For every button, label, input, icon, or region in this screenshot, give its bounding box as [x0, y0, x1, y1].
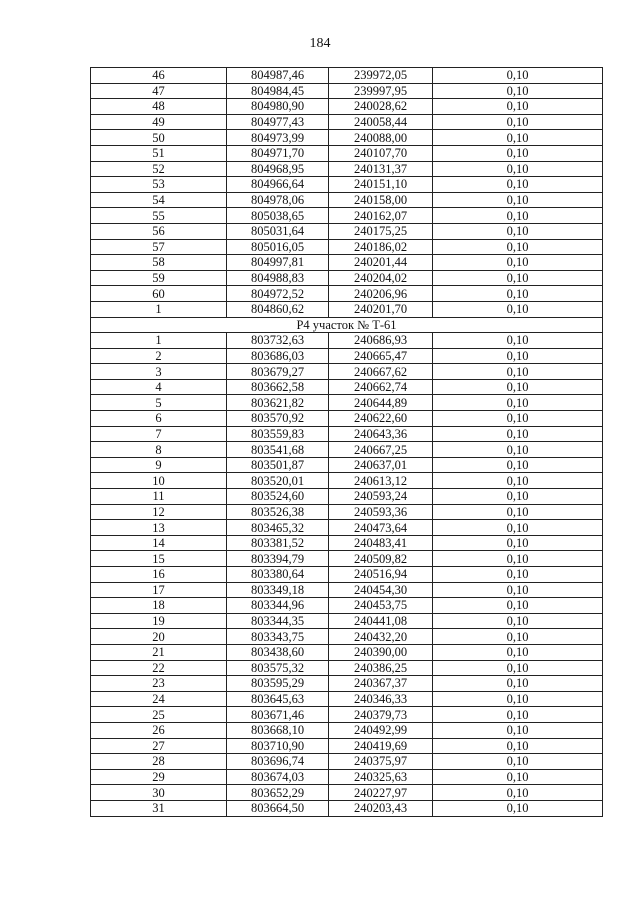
y-coordinate-cell: 240419,69 — [329, 738, 433, 754]
y-coordinate-cell: 239972,05 — [329, 68, 433, 84]
accuracy-cell: 0,10 — [433, 504, 603, 520]
y-coordinate-cell: 240667,25 — [329, 442, 433, 458]
x-coordinate-cell: 803344,35 — [227, 613, 329, 629]
y-coordinate-cell: 240028,62 — [329, 99, 433, 115]
x-coordinate-cell: 805031,64 — [227, 223, 329, 239]
point-number-cell: 29 — [91, 769, 227, 785]
accuracy-cell: 0,10 — [433, 473, 603, 489]
y-coordinate-cell: 240432,20 — [329, 629, 433, 645]
y-coordinate-cell: 240186,02 — [329, 239, 433, 255]
table-row — [91, 333, 603, 349]
section-header — [91, 317, 603, 333]
point-number-cell: 14 — [91, 535, 227, 551]
point-number-cell: 31 — [91, 800, 227, 816]
table-row — [91, 255, 603, 271]
table-row — [91, 442, 603, 458]
accuracy-cell: 0,10 — [433, 286, 603, 302]
accuracy-cell: 0,10 — [433, 223, 603, 239]
table-row — [91, 598, 603, 614]
accuracy-cell: 0,10 — [433, 192, 603, 208]
accuracy-cell: 0,10 — [433, 676, 603, 692]
accuracy-cell: 0,10 — [433, 114, 603, 130]
accuracy-cell: 0,10 — [433, 333, 603, 349]
accuracy-cell: 0,10 — [433, 130, 603, 146]
table-row — [91, 286, 603, 302]
table-row — [91, 582, 603, 598]
accuracy-cell: 0,10 — [433, 239, 603, 255]
point-number-cell: 1 — [91, 301, 227, 317]
section-title: Р4 участок № Т-61 — [91, 317, 603, 333]
table-row — [91, 192, 603, 208]
point-number-cell: 49 — [91, 114, 227, 130]
table-body-part1 — [91, 68, 603, 318]
y-coordinate-cell: 240473,64 — [329, 520, 433, 536]
x-coordinate-cell: 804973,99 — [227, 130, 329, 146]
accuracy-cell: 0,10 — [433, 551, 603, 567]
x-coordinate-cell: 803686,03 — [227, 348, 329, 364]
point-number-cell: 23 — [91, 676, 227, 692]
accuracy-cell: 0,10 — [433, 707, 603, 723]
x-coordinate-cell: 804971,70 — [227, 145, 329, 161]
point-number-cell: 52 — [91, 161, 227, 177]
x-coordinate-cell: 803344,96 — [227, 598, 329, 614]
table-row — [91, 707, 603, 723]
x-coordinate-cell: 804988,83 — [227, 270, 329, 286]
y-coordinate-cell: 240058,44 — [329, 114, 433, 130]
x-coordinate-cell: 803671,46 — [227, 707, 329, 723]
table-row — [91, 239, 603, 255]
point-number-cell: 60 — [91, 286, 227, 302]
x-coordinate-cell: 803465,32 — [227, 520, 329, 536]
table-row — [91, 754, 603, 770]
point-number-cell: 19 — [91, 613, 227, 629]
accuracy-cell: 0,10 — [433, 68, 603, 84]
point-number-cell: 16 — [91, 567, 227, 583]
y-coordinate-cell: 240204,02 — [329, 270, 433, 286]
table-row — [91, 551, 603, 567]
x-coordinate-cell: 803732,63 — [227, 333, 329, 349]
x-coordinate-cell: 804968,95 — [227, 161, 329, 177]
point-number-cell: 2 — [91, 348, 227, 364]
x-coordinate-cell: 803343,75 — [227, 629, 329, 645]
table-row — [91, 676, 603, 692]
y-coordinate-cell: 240201,44 — [329, 255, 433, 271]
accuracy-cell: 0,10 — [433, 161, 603, 177]
x-coordinate-cell: 803349,18 — [227, 582, 329, 598]
accuracy-cell: 0,10 — [433, 722, 603, 738]
y-coordinate-cell: 240346,33 — [329, 691, 433, 707]
table-row — [91, 411, 603, 427]
x-coordinate-cell: 803652,29 — [227, 785, 329, 801]
accuracy-cell: 0,10 — [433, 348, 603, 364]
accuracy-cell: 0,10 — [433, 489, 603, 505]
y-coordinate-cell: 240206,96 — [329, 286, 433, 302]
x-coordinate-cell: 803570,92 — [227, 411, 329, 427]
x-coordinate-cell: 803438,60 — [227, 644, 329, 660]
x-coordinate-cell: 803595,29 — [227, 676, 329, 692]
table-row — [91, 722, 603, 738]
y-coordinate-cell: 240453,75 — [329, 598, 433, 614]
point-number-cell: 48 — [91, 99, 227, 115]
accuracy-cell: 0,10 — [433, 411, 603, 427]
table-row — [91, 457, 603, 473]
table-body-part2 — [91, 333, 603, 816]
x-coordinate-cell: 803696,74 — [227, 754, 329, 770]
point-number-cell: 46 — [91, 68, 227, 84]
table-row — [91, 520, 603, 536]
coordinates-table — [90, 67, 603, 817]
table-row — [91, 83, 603, 99]
x-coordinate-cell: 803668,10 — [227, 722, 329, 738]
point-number-cell: 30 — [91, 785, 227, 801]
y-coordinate-cell: 240325,63 — [329, 769, 433, 785]
y-coordinate-cell: 240662,74 — [329, 379, 433, 395]
accuracy-cell: 0,10 — [433, 785, 603, 801]
y-coordinate-cell: 240644,89 — [329, 395, 433, 411]
y-coordinate-cell: 240509,82 — [329, 551, 433, 567]
y-coordinate-cell: 240162,07 — [329, 208, 433, 224]
x-coordinate-cell: 805016,05 — [227, 239, 329, 255]
y-coordinate-cell: 240158,00 — [329, 192, 433, 208]
table-row — [91, 348, 603, 364]
accuracy-cell: 0,10 — [433, 644, 603, 660]
accuracy-cell: 0,10 — [433, 800, 603, 816]
x-coordinate-cell: 803380,64 — [227, 567, 329, 583]
y-coordinate-cell: 240622,60 — [329, 411, 433, 427]
table-row — [91, 426, 603, 442]
point-number-cell: 26 — [91, 722, 227, 738]
accuracy-cell: 0,10 — [433, 582, 603, 598]
table-row — [91, 629, 603, 645]
accuracy-cell: 0,10 — [433, 364, 603, 380]
point-number-cell: 6 — [91, 411, 227, 427]
x-coordinate-cell: 803526,38 — [227, 504, 329, 520]
y-coordinate-cell: 240227,97 — [329, 785, 433, 801]
y-coordinate-cell: 240665,47 — [329, 348, 433, 364]
y-coordinate-cell: 240088,00 — [329, 130, 433, 146]
accuracy-cell: 0,10 — [433, 442, 603, 458]
table-row — [91, 130, 603, 146]
point-number-cell: 57 — [91, 239, 227, 255]
point-number-cell: 10 — [91, 473, 227, 489]
point-number-cell: 17 — [91, 582, 227, 598]
x-coordinate-cell: 803664,50 — [227, 800, 329, 816]
y-coordinate-cell: 240379,73 — [329, 707, 433, 723]
point-number-cell: 28 — [91, 754, 227, 770]
point-number-cell: 58 — [91, 255, 227, 271]
point-number-cell: 27 — [91, 738, 227, 754]
y-coordinate-cell: 240390,00 — [329, 644, 433, 660]
point-number-cell: 5 — [91, 395, 227, 411]
point-number-cell: 9 — [91, 457, 227, 473]
y-coordinate-cell: 240667,62 — [329, 364, 433, 380]
point-number-cell: 11 — [91, 489, 227, 505]
table-row — [91, 99, 603, 115]
x-coordinate-cell: 803679,27 — [227, 364, 329, 380]
x-coordinate-cell: 804966,64 — [227, 177, 329, 193]
accuracy-cell: 0,10 — [433, 660, 603, 676]
x-coordinate-cell: 803541,68 — [227, 442, 329, 458]
accuracy-cell: 0,10 — [433, 457, 603, 473]
accuracy-cell: 0,10 — [433, 754, 603, 770]
x-coordinate-cell: 804980,90 — [227, 99, 329, 115]
x-coordinate-cell: 803674,03 — [227, 769, 329, 785]
y-coordinate-cell: 240492,99 — [329, 722, 433, 738]
y-coordinate-cell: 240613,12 — [329, 473, 433, 489]
accuracy-cell: 0,10 — [433, 270, 603, 286]
x-coordinate-cell: 803394,79 — [227, 551, 329, 567]
table-row — [91, 785, 603, 801]
point-number-cell: 20 — [91, 629, 227, 645]
point-number-cell: 59 — [91, 270, 227, 286]
point-number-cell: 18 — [91, 598, 227, 614]
x-coordinate-cell: 803645,63 — [227, 691, 329, 707]
section-row — [91, 317, 603, 333]
y-coordinate-cell: 240107,70 — [329, 145, 433, 161]
point-number-cell: 8 — [91, 442, 227, 458]
accuracy-cell: 0,10 — [433, 301, 603, 317]
point-number-cell: 15 — [91, 551, 227, 567]
y-coordinate-cell: 240201,70 — [329, 301, 433, 317]
table-row — [91, 660, 603, 676]
y-coordinate-cell: 240367,37 — [329, 676, 433, 692]
page-number: 184 — [309, 36, 331, 51]
accuracy-cell: 0,10 — [433, 255, 603, 271]
table-row — [91, 208, 603, 224]
point-number-cell: 25 — [91, 707, 227, 723]
x-coordinate-cell: 804860,62 — [227, 301, 329, 317]
table-row — [91, 473, 603, 489]
accuracy-cell: 0,10 — [433, 208, 603, 224]
x-coordinate-cell: 804972,52 — [227, 286, 329, 302]
accuracy-cell: 0,10 — [433, 177, 603, 193]
y-coordinate-cell: 240131,37 — [329, 161, 433, 177]
point-number-cell: 7 — [91, 426, 227, 442]
table-row — [91, 567, 603, 583]
point-number-cell: 53 — [91, 177, 227, 193]
x-coordinate-cell: 803559,83 — [227, 426, 329, 442]
table-row — [91, 364, 603, 380]
accuracy-cell: 0,10 — [433, 769, 603, 785]
accuracy-cell: 0,10 — [433, 567, 603, 583]
point-number-cell: 55 — [91, 208, 227, 224]
point-number-cell: 4 — [91, 379, 227, 395]
y-coordinate-cell: 240454,30 — [329, 582, 433, 598]
x-coordinate-cell: 803710,90 — [227, 738, 329, 754]
x-coordinate-cell: 803524,60 — [227, 489, 329, 505]
point-number-cell: 50 — [91, 130, 227, 146]
table-row — [91, 161, 603, 177]
point-number-cell: 54 — [91, 192, 227, 208]
accuracy-cell: 0,10 — [433, 99, 603, 115]
accuracy-cell: 0,10 — [433, 613, 603, 629]
table-row — [91, 504, 603, 520]
point-number-cell: 47 — [91, 83, 227, 99]
accuracy-cell: 0,10 — [433, 145, 603, 161]
table-row — [91, 644, 603, 660]
x-coordinate-cell: 804997,81 — [227, 255, 329, 271]
accuracy-cell: 0,10 — [433, 379, 603, 395]
accuracy-cell: 0,10 — [433, 691, 603, 707]
accuracy-cell: 0,10 — [433, 426, 603, 442]
point-number-cell: 1 — [91, 333, 227, 349]
table-row — [91, 68, 603, 84]
table-row — [91, 114, 603, 130]
table-row — [91, 301, 603, 317]
y-coordinate-cell: 240593,36 — [329, 504, 433, 520]
y-coordinate-cell: 240483,41 — [329, 535, 433, 551]
table-row — [91, 177, 603, 193]
y-coordinate-cell: 240375,97 — [329, 754, 433, 770]
x-coordinate-cell: 804978,06 — [227, 192, 329, 208]
table-row — [91, 800, 603, 816]
y-coordinate-cell: 240203,43 — [329, 800, 433, 816]
y-coordinate-cell: 240643,36 — [329, 426, 433, 442]
table-row — [91, 535, 603, 551]
table-row — [91, 145, 603, 161]
y-coordinate-cell: 240686,93 — [329, 333, 433, 349]
table-row — [91, 769, 603, 785]
table-row — [91, 395, 603, 411]
table-row — [91, 223, 603, 239]
x-coordinate-cell: 803621,82 — [227, 395, 329, 411]
point-number-cell: 13 — [91, 520, 227, 536]
x-coordinate-cell: 803501,87 — [227, 457, 329, 473]
point-number-cell: 22 — [91, 660, 227, 676]
accuracy-cell: 0,10 — [433, 629, 603, 645]
point-number-cell: 12 — [91, 504, 227, 520]
table-row — [91, 613, 603, 629]
y-coordinate-cell: 240175,25 — [329, 223, 433, 239]
point-number-cell: 3 — [91, 364, 227, 380]
table-row — [91, 489, 603, 505]
y-coordinate-cell: 240516,94 — [329, 567, 433, 583]
accuracy-cell: 0,10 — [433, 520, 603, 536]
y-coordinate-cell: 239997,95 — [329, 83, 433, 99]
y-coordinate-cell: 240637,01 — [329, 457, 433, 473]
x-coordinate-cell: 803662,58 — [227, 379, 329, 395]
y-coordinate-cell: 240151,10 — [329, 177, 433, 193]
x-coordinate-cell: 804977,43 — [227, 114, 329, 130]
table-row — [91, 270, 603, 286]
table-row — [91, 379, 603, 395]
point-number-cell: 24 — [91, 691, 227, 707]
table-row — [91, 691, 603, 707]
x-coordinate-cell: 803520,01 — [227, 473, 329, 489]
x-coordinate-cell: 805038,65 — [227, 208, 329, 224]
accuracy-cell: 0,10 — [433, 738, 603, 754]
accuracy-cell: 0,10 — [433, 535, 603, 551]
x-coordinate-cell: 804987,46 — [227, 68, 329, 84]
table-row — [91, 738, 603, 754]
x-coordinate-cell: 804984,45 — [227, 83, 329, 99]
accuracy-cell: 0,10 — [433, 83, 603, 99]
y-coordinate-cell: 240386,25 — [329, 660, 433, 676]
point-number-cell: 51 — [91, 145, 227, 161]
x-coordinate-cell: 803381,52 — [227, 535, 329, 551]
accuracy-cell: 0,10 — [433, 598, 603, 614]
accuracy-cell: 0,10 — [433, 395, 603, 411]
point-number-cell: 56 — [91, 223, 227, 239]
point-number-cell: 21 — [91, 644, 227, 660]
y-coordinate-cell: 240441,08 — [329, 613, 433, 629]
y-coordinate-cell: 240593,24 — [329, 489, 433, 505]
x-coordinate-cell: 803575,32 — [227, 660, 329, 676]
